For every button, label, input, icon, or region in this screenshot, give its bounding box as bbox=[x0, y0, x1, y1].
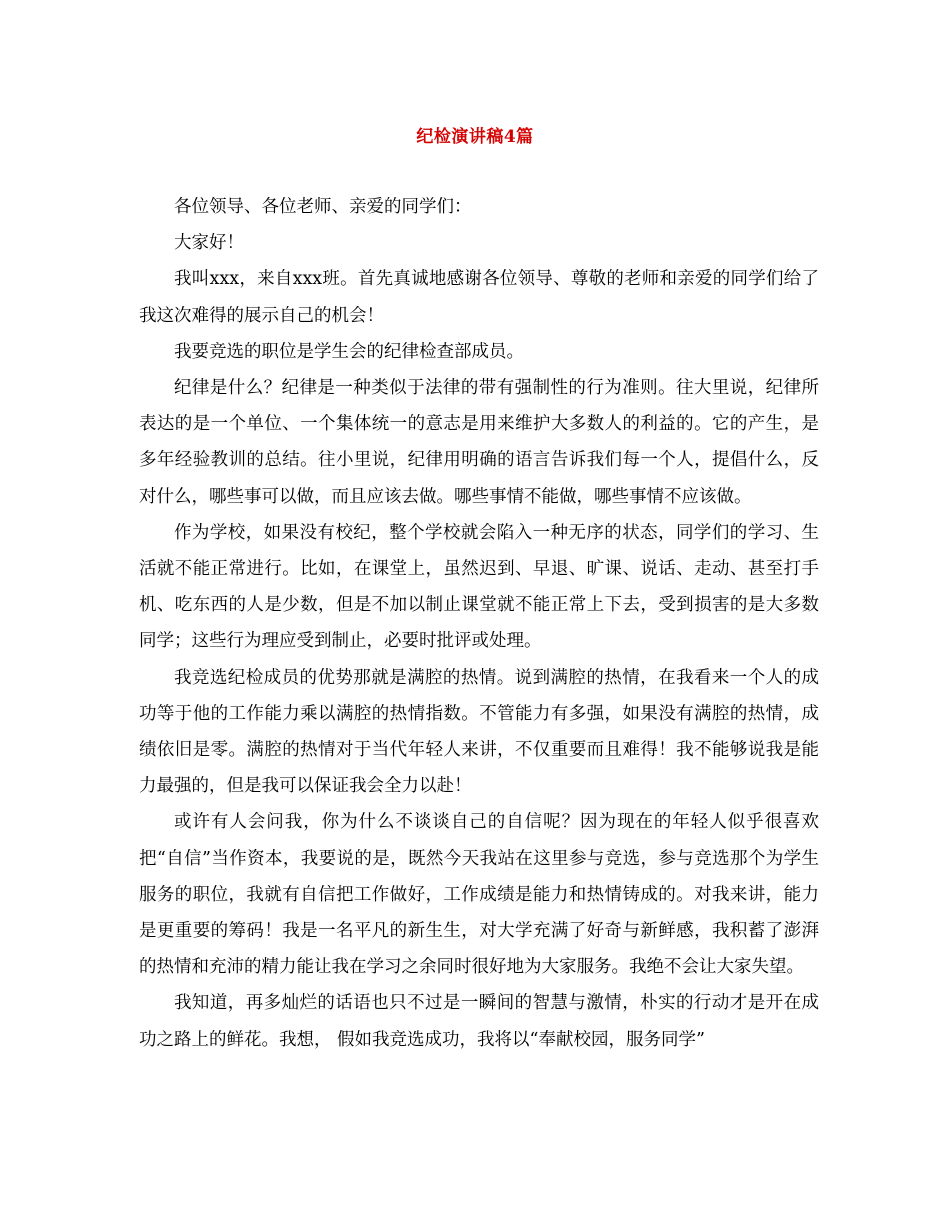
paragraph-discipline-definition: 纪律是什么？纪律是一种类似于法律的带有强制性的行为准则。往大里说，纪律所表达的是一个单位、一个集体统一的意志是用来维护大多数人的利益的。它的产生，是多年经验教训的总结。往小里说，纪律用明确的语言告诉我们每一个人，提倡什么，反对什么，哪些事可以做，而且应该去做。哪些事情不能做，哪些事情不应该做。 bbox=[139, 378, 819, 507]
paragraph-introduction: 我叫xxx，来自xxx班。首先真诚地感谢各位领导、尊敬的老师和亲爱的同学们给了我这次难得的展示自己的机会！ bbox=[139, 269, 819, 326]
document-body bbox=[139, 189, 819, 1058]
paragraph-confidence: 或许有人会问我，你为什么不谈谈自己的自信呢？因为现在的年轻人似乎很喜欢把“自信”当作资本，我要说的是，既然今天我站在这里参与竞选，参与竞选那个为学生服务的职位，我就有自信把工作做好，工作成绩是能力和热情铸成的。对我来讲，能力是更重要的筹码！我是一名平凡的新生生，对大学充满了好奇与新鲜感，我积蓄了澎湃的热情和充沛的精力能让我在学习之余同时很好地为大家服务。我绝不会让大家失望。 bbox=[139, 812, 819, 978]
paragraph-enthusiasm: 我竞选纪检成员的优势那就是满腔的热情。说到满腔的热情，在我看来一个人的成功等于他的工作能力乘以满腔的热情指数。不管能力有多强，如果没有满腔的热情，成绩依旧是零。满腔的热情对于当代年轻人来讲，不仅重要而且难得！我不能够说我是能力最强的，但是我可以保证我会全力以赴！ bbox=[139, 667, 819, 797]
paragraph-school-discipline: 作为学校，如果没有校纪，整个学校就会陷入一种无序的状态，同学们的学习、生活就不能正常进行。比如，在课堂上，虽然迟到、早退、旷课、说话、走动、甚至打手机、吃东西的人是少数，但是不加以制止课堂就不能正常上下去，受到损害的是大多数同学；这些行为理应受到制止，必要时批评或处理。 bbox=[139, 522, 819, 652]
document-title: 纪检演讲稿4篇 bbox=[416, 127, 534, 147]
paragraph-greeting: 各位领导、各位老师、亲爱的同学们： bbox=[174, 197, 472, 217]
paragraph-position: 我要竞选的职位是学生会的纪律检查部成员。 bbox=[174, 341, 524, 362]
paragraph-hello: 大家好！ bbox=[174, 233, 244, 254]
paragraph-action: 我知道，再多灿烂的话语也只不过是一瞬间的智慧与激情，朴实的行动才是开在成功之路上的鲜花。我想， 假如我竞选成功，我将以“奉献校园，服务同学” bbox=[139, 993, 819, 1050]
